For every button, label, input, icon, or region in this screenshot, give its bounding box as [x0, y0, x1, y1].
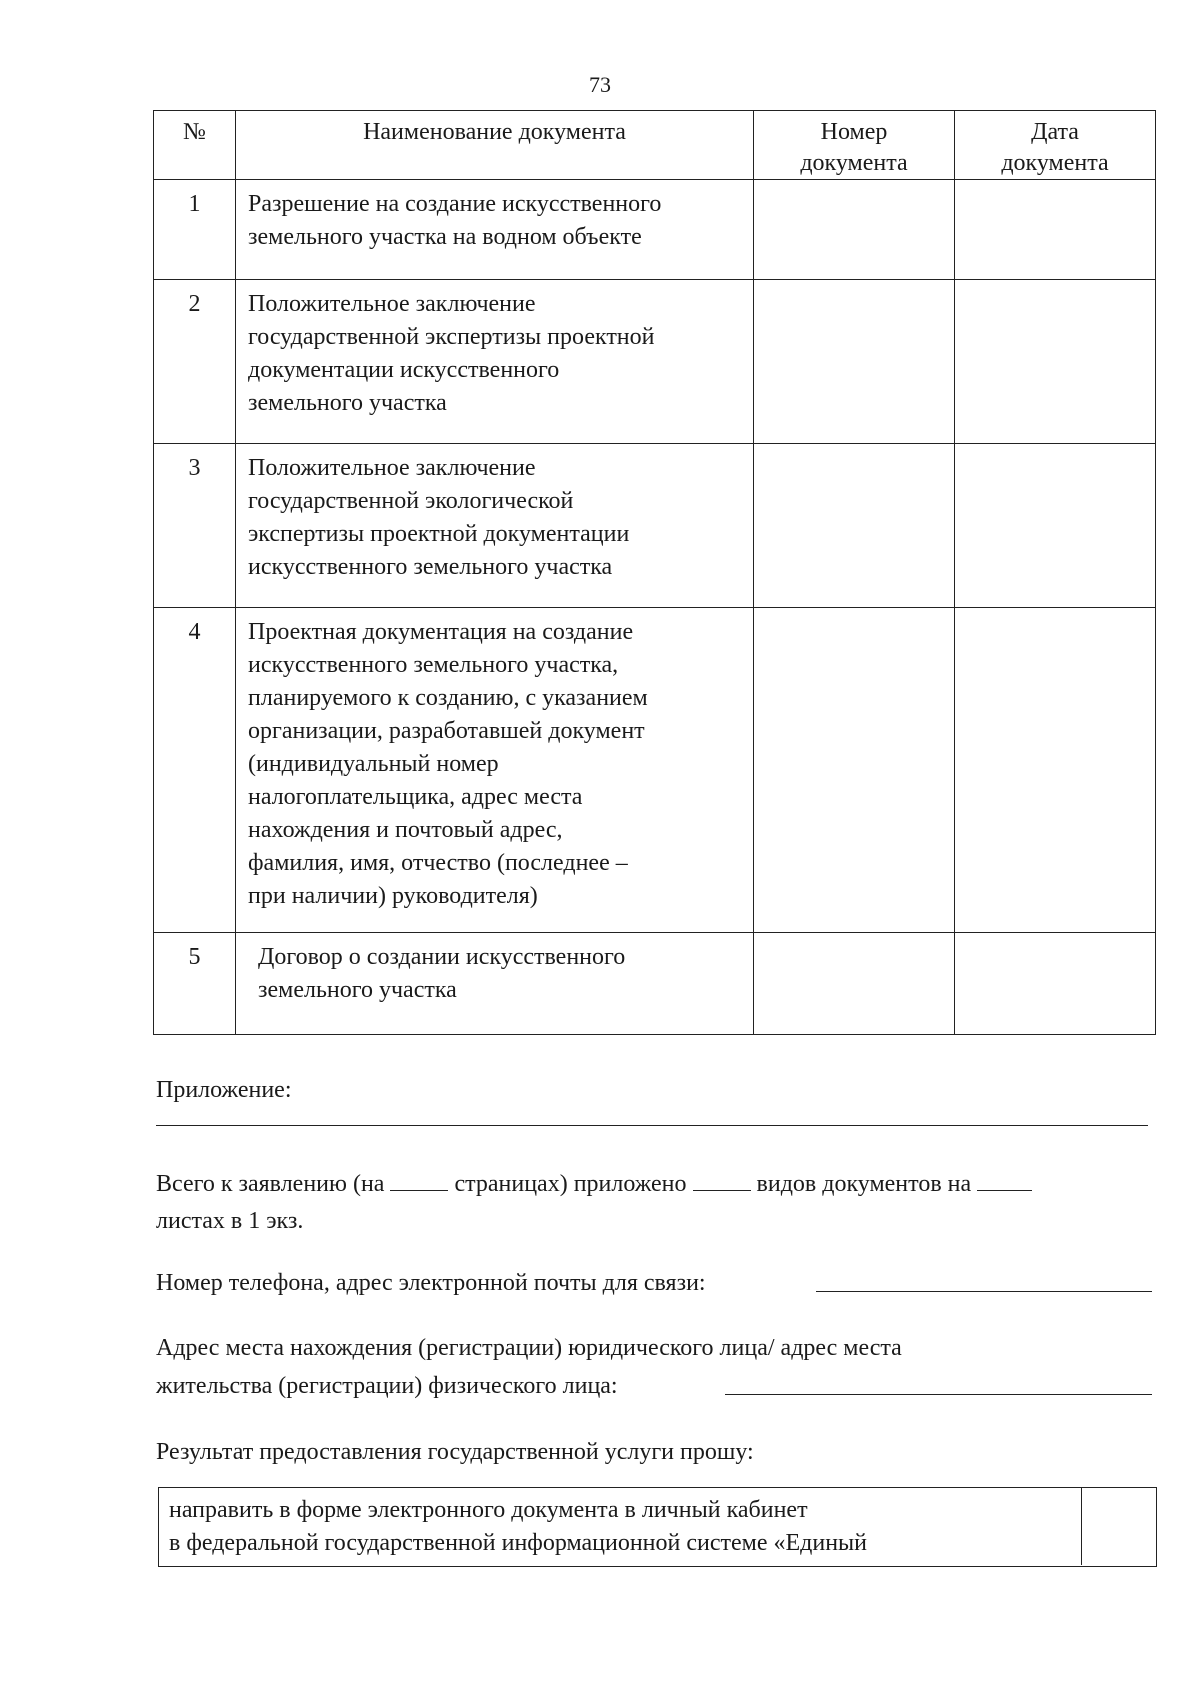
documents-table [153, 110, 1156, 1035]
doc-types-blank[interactable] [693, 1170, 751, 1191]
result-option-box [158, 1487, 1157, 1567]
doc-date-cell[interactable] [955, 444, 1156, 608]
attachment-line[interactable] [156, 1125, 1148, 1126]
address-field[interactable] [725, 1394, 1152, 1395]
sheets-blank[interactable] [977, 1170, 1032, 1191]
header-doc-date: Дата документа [955, 111, 1156, 180]
address-line-1: Адрес места нахождения (регистрации) юридического лица/ адрес места [156, 1335, 902, 1361]
phone-email-label: Номер телефона, адрес электронной почты для связи: [156, 1270, 706, 1296]
attachment-label: Приложение: [156, 1077, 292, 1103]
row-num: 3 [154, 444, 236, 608]
doc-date-cell[interactable] [955, 180, 1156, 280]
table-row [154, 444, 1156, 608]
row-doc-name: Положительное заключение государственной экспертизы проектной документации искусственного земельного участка [236, 280, 754, 444]
doc-date-cell[interactable] [955, 280, 1156, 444]
table-header-row [154, 111, 1156, 180]
table-row [154, 933, 1156, 1035]
pages-blank[interactable] [390, 1170, 448, 1191]
doc-date-cell[interactable] [955, 608, 1156, 933]
doc-number-cell[interactable] [754, 280, 955, 444]
doc-number-cell[interactable] [754, 933, 955, 1035]
result-option-checkbox[interactable] [1081, 1488, 1156, 1565]
row-num: 4 [154, 608, 236, 933]
result-label: Результат предоставления государственной услуги прошу: [156, 1439, 754, 1465]
table-row [154, 608, 1156, 933]
doc-date-cell[interactable] [955, 933, 1156, 1035]
address-line-2: жительства (регистрации) физического лица: [156, 1373, 618, 1399]
row-num: 1 [154, 180, 236, 280]
header-doc-number: Номер документа [754, 111, 955, 180]
doc-number-cell[interactable] [754, 608, 955, 933]
doc-number-cell[interactable] [754, 444, 955, 608]
row-num: 5 [154, 933, 236, 1035]
row-doc-name: Положительное заключение государственной экологической экспертизы проектной документации искусственного земельного участка [236, 444, 754, 608]
row-doc-name: Проектная документация на создание искусственного земельного участка, планируемого к созданию, с указанием организации, разработавшей документ (индивидуальный номер налогоплательщика, адрес места нахождения и почтовый адрес, фамилия, имя, отчество (последнее – при наличии) руководителя) [236, 608, 754, 933]
row-doc-name: Разрешение на создание искусственного земельного участка на водном объекте [236, 180, 754, 280]
row-doc-name: Договор о создании искусственного земельного участка [236, 933, 754, 1035]
total-line-2: листах в 1 экз. [156, 1208, 304, 1234]
table-row [154, 280, 1156, 444]
result-option-text: направить в форме электронного документа в личный кабинет в федеральной государственной информационной системе «Единый [169, 1497, 868, 1556]
page-number: 73 [589, 72, 611, 97]
total-line-1: Всего к заявлению (на страницах) приложено видов документов на [156, 1166, 1032, 1202]
header-num: № [154, 111, 236, 180]
phone-email-field[interactable] [816, 1291, 1152, 1292]
header-name: Наименование документа [236, 111, 754, 180]
table-row [154, 180, 1156, 280]
doc-number-cell[interactable] [754, 180, 955, 280]
row-num: 2 [154, 280, 236, 444]
